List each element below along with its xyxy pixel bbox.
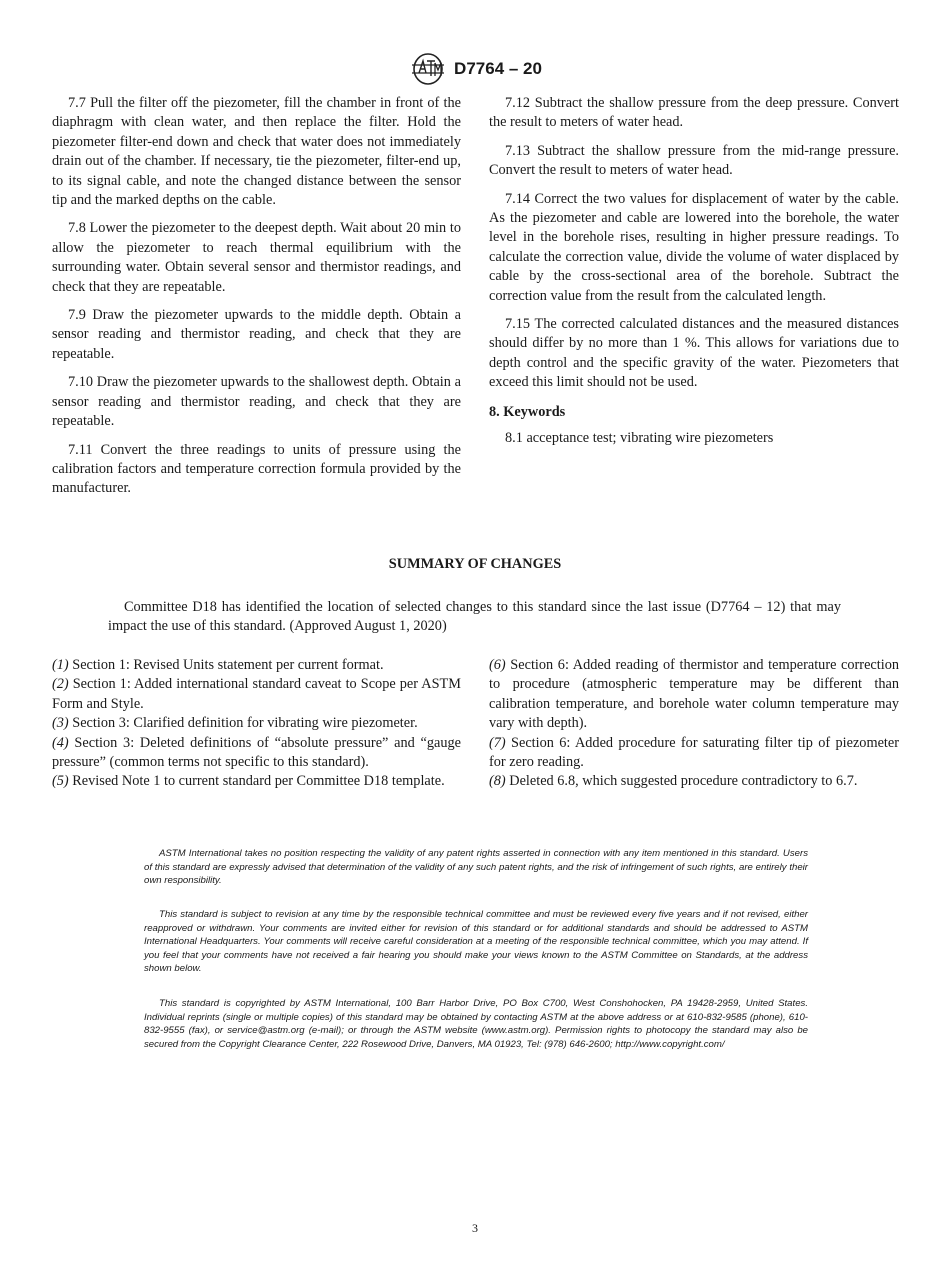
- change-item: [52, 675, 461, 714]
- change-number: (5): [52, 773, 69, 790]
- change-item: [489, 656, 899, 734]
- page-header: [0, 52, 950, 86]
- copyright-notice: This standard is copyrighted by ASTM International, 100 Barr Harbor Drive, PO Box C700, West Conshohocken, PA 19428-2959, United States. Individual reprints (single or multiple copies) of this standard may be obtained by contacting ASTM at the above address or at 610-832-9585 (phone), 610-832-9555 (fax), or service@astm.org (e-mail); or through the ASTM website (www.astm.org). Permission rights to photocopy the standard may also be secured from the Copyright Clearance Center, 222 Rosewood Drive, Danvers, MA 01923, Tel: (978) 646-2600; http://www.copyright.com/: [144, 998, 808, 1050]
- page-number: 3: [472, 1221, 478, 1235]
- paragraph-7-15: 7.15 The corrected calculated distances and the measured distances should differ by no more than 1 %. This allows for variations due to depth control and the specific gravity of the water. Piezometers that exceed this limit should not be used.: [489, 316, 899, 391]
- patent-notice: ASTM International takes no position respecting the validity of any patent rights asserted in connection with any item mentioned in this standard. Users of this standard are expressly advised that determination of the validity of any such patent rights, and the risk of infringement of such rights, are entirely their own responsibility.: [144, 848, 808, 886]
- document-number: D7764 – 20: [454, 59, 542, 78]
- change-text: Section 1: Revised Units statement per current format.: [72, 657, 384, 673]
- revision-notice: This standard is subject to revision at any time by the responsible technical committee and must be reviewed every five years and if not revised, either reapproved or withdrawn. Your comments are invited either for revision of this standard or for additional standards and should be addressed to ASTM International Headquarters. Your comments will receive careful consideration at a meeting of the responsible technical committee, which you may attend. If you feel that your comments have not received a fair hearing you should make your views known to the ASTM Committee on Standards, at the address shown below.: [144, 909, 808, 974]
- paragraph-7-8: 7.8 Lower the piezometer to the deepest depth. Wait about 20 min to allow the piezometer to reach thermal equilibrium with the surrounding water. Obtain several sensor and thermistor readings, and check that they are repeatable.: [52, 220, 461, 295]
- change-item: [489, 734, 899, 773]
- paragraph-7-14: 7.14 Correct the two values for displacement of water by the cable. As the piezometer and cable are lowered into the borehole, the water level in the borehole rises, resulting in higher pressure readings. To calculate the correction value, divide the volume of water displaced by cable by the cross-sectional area of the borehole. Subtract the correction value from the result from the calculated length.: [489, 190, 899, 304]
- change-text: Section 3: Clarified definition for vibrating wire piezometer.: [72, 715, 418, 732]
- change-text: Section 6: Added reading of thermistor and temperature correction to procedure (atmospheric temperature may be different than calibration temperature, and borehole water column temperature may vary with depth).: [489, 657, 899, 732]
- change-item: [52, 734, 461, 773]
- change-item: [52, 714, 461, 733]
- changes-right-list: [489, 656, 899, 792]
- change-text: Section 1: Added international standard caveat to Scope per ASTM Form and Style.: [52, 676, 462, 712]
- summary-title: SUMMARY OF CHANGES: [388, 556, 562, 572]
- left-column: [52, 94, 461, 508]
- summary-intro: Committee D18 has identified the location of selected changes to this standard since the last issue (D7764 – 12) that may impact the use of this standard. (Approved August 1, 2020): [108, 599, 841, 635]
- change-number: (4): [52, 734, 69, 751]
- changes-left-list: [52, 656, 461, 792]
- change-number: (2): [52, 676, 69, 693]
- keywords-heading: 8. Keywords: [489, 403, 566, 420]
- paragraph-7-7: 7.7 Pull the filter off the piezometer, fill the chamber in front of the diaphragm with clean water, and then replace the filter. Hold the piezometer filter-end down and check that water does not immediately drain out of the chamber. If necessary, tie the piezometer, filter-end up, to its signal cable, and note the changed distance between the sensor tip and the marked depths on the cable.: [52, 95, 461, 209]
- change-item: [52, 772, 461, 791]
- change-item: [52, 656, 461, 675]
- change-text: Deleted 6.8, which suggested procedure contradictory to 6.7.: [509, 773, 858, 790]
- paragraph-7-13: 7.13 Subtract the shallow pressure from the mid-range pressure. Convert the result to meters of water head.: [489, 142, 899, 179]
- change-number: (1): [52, 657, 69, 673]
- paragraph-7-12: 7.12 Subtract the shallow pressure from the deep pressure. Convert the result to meters of water head.: [489, 95, 899, 131]
- right-column: [489, 94, 899, 458]
- keywords-text: 8.1 acceptance test; vibrating wire piezometers: [505, 430, 774, 447]
- change-text: Revised Note 1 to current standard per Committee D18 template.: [72, 773, 445, 790]
- change-text: Section 6: Added procedure for saturating filter tip of piezometer for zero reading.: [489, 734, 899, 771]
- paragraph-7-11: 7.11 Convert the three readings to units of pressure using the calibration factors and temperature correction formula provided by the manufacturer.: [52, 441, 461, 497]
- paragraph-7-9: 7.9 Draw the piezometer upwards to the middle depth. Obtain a sensor reading and thermistor reading, and check that they are repeatable.: [52, 307, 461, 362]
- change-number: (6): [489, 657, 506, 673]
- change-number: (7): [489, 734, 506, 751]
- change-number: (8): [489, 773, 506, 790]
- change-text: Section 3: Deleted definitions of “absolute pressure” and “gauge pressure” (common terms not specific to this standard).: [52, 734, 461, 771]
- paragraph-7-10: 7.10 Draw the piezometer upwards to the shallowest depth. Obtain a sensor reading and thermistor reading, and check that they are repeatable.: [52, 374, 461, 430]
- change-number: (3): [52, 715, 69, 732]
- change-item: [489, 772, 899, 791]
- astm-logo-icon: [408, 52, 448, 86]
